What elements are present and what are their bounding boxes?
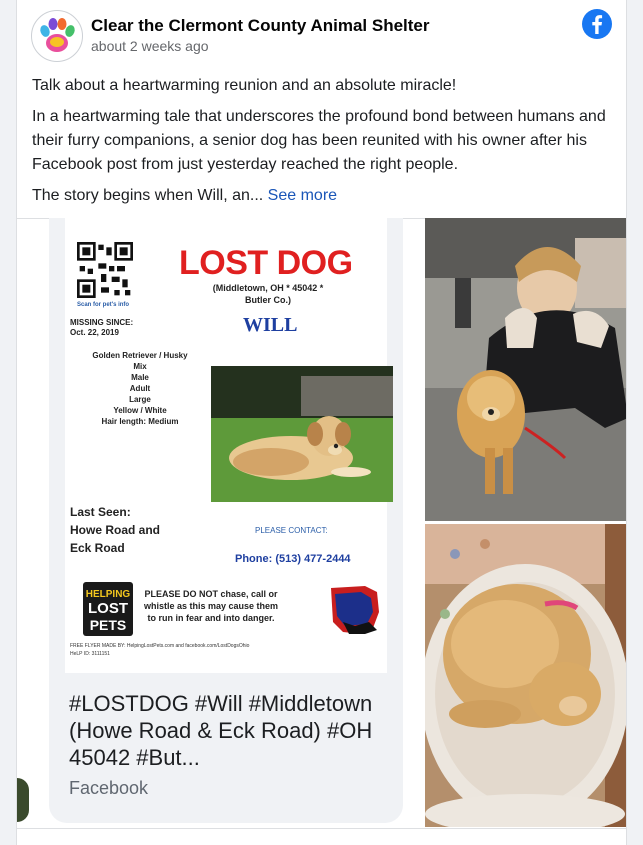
detail-line: Mix	[133, 362, 147, 371]
post-timestamp[interactable]: about 2 weeks ago	[91, 38, 209, 54]
helping-lost-pets-logo	[83, 582, 133, 636]
detail-line: Large	[129, 395, 151, 404]
last-seen-line: Howe Road and	[70, 523, 161, 537]
detail-line: Male	[131, 373, 149, 382]
hlp-logo-text: PETS	[89, 617, 127, 633]
divider	[17, 828, 627, 829]
link-preview-title[interactable]: #LOSTDOG #Will #Middletown (Howe Road & Eck Road) #OH 45042 #But...	[69, 691, 373, 770]
post-body	[32, 74, 617, 215]
missing-since	[70, 318, 133, 338]
last-seen-line: Eck Road	[70, 541, 125, 555]
detail-line: Golden Retriever / Husky	[92, 351, 188, 360]
flyer-warning: PLEASE DO NOT chase, call or whistle as this may cause them to run in fear and into danger.	[143, 589, 279, 623]
location-line: Butler Co.)	[245, 295, 291, 305]
facebook-post-card	[16, 0, 627, 845]
post-paragraph: Talk about a heartwarming reunion and an absolute miracle!	[32, 77, 457, 94]
flyer-dog-photo	[211, 366, 393, 502]
hlp-logo-text: LOST	[88, 600, 128, 617]
next-photo-preview-edge	[17, 778, 29, 822]
facebook-logo-icon[interactable]	[581, 8, 613, 40]
photo-woman-with-dog[interactable]	[425, 218, 627, 521]
flyer-title: LOST DOG	[179, 244, 353, 282]
missing-label: MISSING SINCE:	[70, 318, 134, 327]
missing-date: Oct. 22, 2019	[70, 328, 119, 337]
please-contact: PLEASE CONTACT:	[255, 526, 328, 535]
photo-dog-sleeping-in-bed[interactable]	[425, 524, 627, 827]
qr-code-icon	[77, 242, 133, 298]
detail-line: Adult	[129, 384, 151, 393]
flyer-last-seen	[70, 503, 190, 557]
flyer-location	[203, 282, 333, 306]
post-header	[17, 0, 627, 70]
link-preview-card[interactable]	[49, 218, 403, 823]
lost-dogs-ohio-logo	[325, 582, 385, 640]
page-avatar[interactable]	[31, 10, 83, 62]
truncated-text: The story begins when Will, an...	[32, 187, 264, 204]
detail-line: Hair length: Medium	[101, 417, 179, 426]
credit-line: FREE FLYER MADE BY: HelpingLostPets.com and facebook.com/LostDogsOhio	[70, 643, 250, 649]
lost-dog-flyer-image	[65, 218, 387, 673]
contact-phone: Phone: (513) 477-2444	[235, 553, 351, 565]
location-line: (Middletown, OH * 45042 *	[212, 283, 324, 293]
post-paragraph: In a heartwarming tale that underscores the profound bond between humans and their furry companions, a senior dog has been reunited with his owner after his Facebook post from just yesterday reached the right people.	[32, 108, 606, 173]
flyer-details	[67, 350, 213, 427]
detail-line: Yellow / White	[113, 406, 167, 415]
credit-line: HeLP ID: 3111151	[70, 651, 110, 657]
post-paragraph-truncated	[32, 184, 617, 208]
page-name-link[interactable]: Clear the Clermont County Animal Shelter	[91, 16, 430, 35]
flyer-dog-name: WILL	[243, 314, 298, 336]
last-seen-line: Last Seen:	[70, 505, 131, 519]
flyer-credit	[70, 642, 249, 658]
hlp-logo-text: HELPING	[85, 589, 131, 600]
qr-caption: Scan for pet's info	[77, 302, 130, 308]
paw-print-icon	[35, 14, 79, 58]
link-preview-source: Facebook	[69, 778, 149, 798]
see-more-link[interactable]: See more	[267, 187, 338, 204]
